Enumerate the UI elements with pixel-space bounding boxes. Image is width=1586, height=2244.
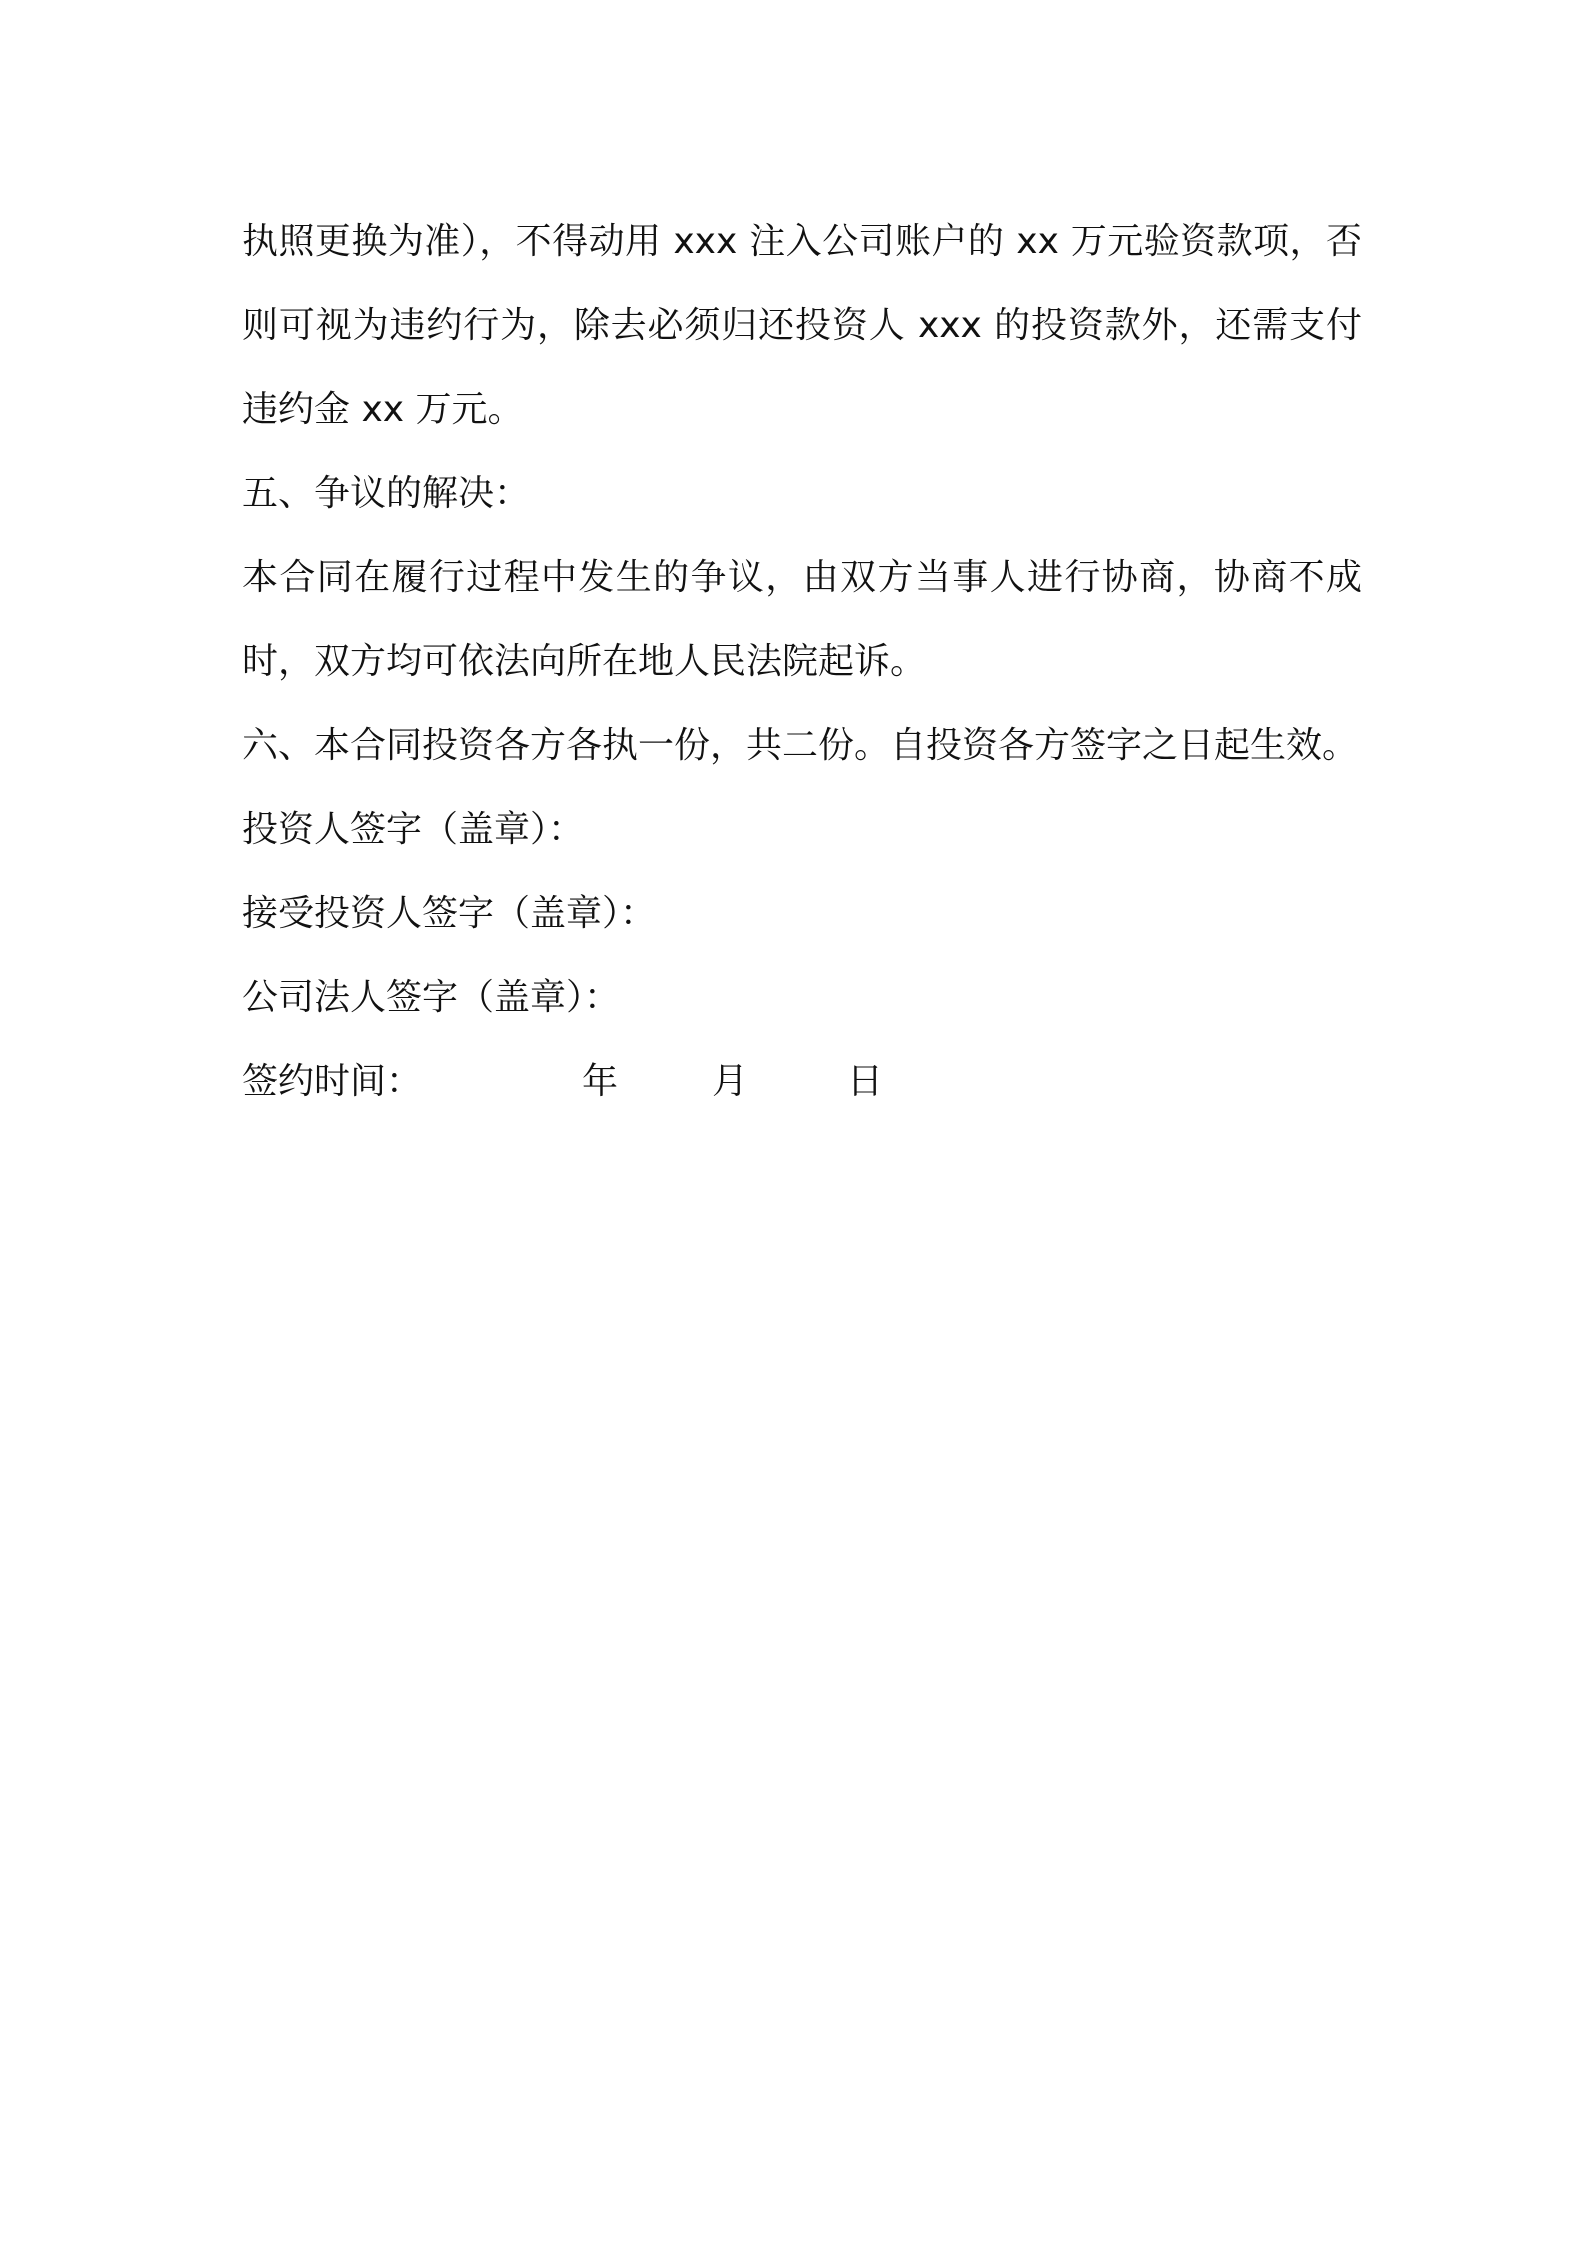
section-5-heading: 五、争议的解决： xyxy=(242,473,531,514)
date-month-label: 月 xyxy=(712,1061,749,1102)
section-5-body: 本合同在履行过程中发生的争议，由双方当事人进行协商，协商不成时，双方均可依法向所在地人民法院起诉。 xyxy=(242,557,1362,682)
date-year-label: 年 xyxy=(582,1061,619,1102)
date-day-label: 日 xyxy=(847,1061,884,1102)
signing-date-line xyxy=(242,1040,1362,1124)
section-6: 六、本合同投资各方各执一份，共二份。自投资各方签字之日起生效。 xyxy=(242,725,1359,766)
signature-investor: 投资人签字（盖章）： xyxy=(242,809,585,850)
document-body xyxy=(242,200,1362,1124)
signature-company: 公司法人签字（盖章）： xyxy=(242,977,621,1018)
signature-receiver: 接受投资人签字（盖章）： xyxy=(242,893,657,934)
signing-date-label: 签约时间： xyxy=(242,1061,423,1102)
clause-4-continuation: 执照更换为准），不得动用 xxx 注入公司账户的 xx 万元验资款项，否则可视为违约行为，除去必须归还投资人 xxx 的投资款外，还需支付违约金 xx 万元。 xyxy=(242,221,1362,430)
